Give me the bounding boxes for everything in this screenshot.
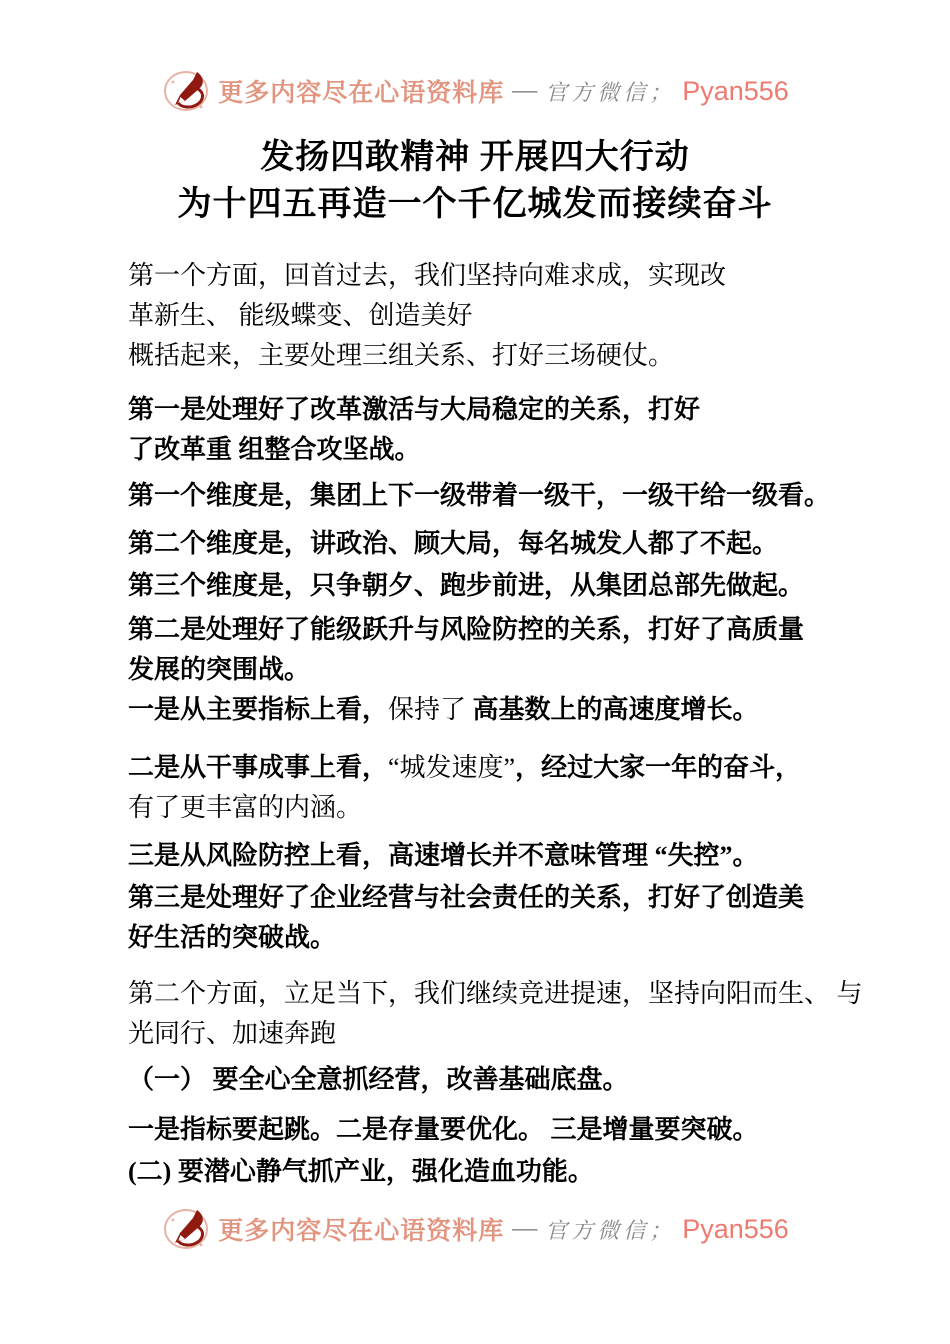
text-line bbox=[128, 524, 910, 564]
watermark-brand-text: 更多内容尽在心语资料库 bbox=[218, 1218, 505, 1245]
paragraph bbox=[128, 748, 910, 828]
text-line bbox=[128, 336, 910, 376]
text-segment: 三是从风险防控上看，高速增长并不意味管理 “失控”。 bbox=[128, 841, 759, 870]
paragraph bbox=[128, 1060, 910, 1100]
paragraph bbox=[128, 476, 910, 516]
text-line bbox=[128, 566, 910, 606]
watermark-dash: — bbox=[512, 77, 538, 104]
watermark-label-text: 官方微信； bbox=[545, 79, 676, 105]
text-segment: 革新生、 能级蝶变、创造美好 bbox=[128, 301, 473, 330]
text-line bbox=[128, 650, 910, 690]
text-line bbox=[128, 610, 910, 650]
text-segment: （一） 要全心全意抓经营，改善基础底盘。 bbox=[128, 1065, 629, 1094]
title-line-2: 为十四五再造一个千亿城发而接续奋斗 bbox=[177, 186, 773, 223]
text-segment: 第一个方面，回首过去，我们坚持向难求成，实现改 bbox=[128, 261, 727, 290]
paragraph bbox=[128, 878, 910, 958]
text-line bbox=[128, 918, 910, 958]
paragraph bbox=[128, 1110, 910, 1150]
text-segment: 光同行、加速奔跑 bbox=[128, 1019, 337, 1048]
text-segment: 第一个维度是，集团上下一级带着一级干，一级干给一级看。 bbox=[128, 481, 831, 510]
watermark-header bbox=[0, 0, 950, 114]
watermark-brand-text: 更多内容尽在心语资料库 bbox=[218, 80, 505, 107]
text-segment: 二是从干事成事上看， bbox=[128, 753, 389, 782]
paragraph bbox=[128, 610, 910, 690]
wechat-id: Pyan556 bbox=[682, 75, 789, 106]
title-line-1: 发扬四敢精神 开展四大行动 bbox=[260, 139, 690, 176]
text-segment: 第一是处理好了改革激活与大局稳定的关系，打好 bbox=[128, 395, 701, 424]
document-title bbox=[40, 134, 910, 228]
text-segment: “城发速度” bbox=[388, 753, 516, 782]
text-line bbox=[128, 390, 910, 430]
text-segment: 第三是处理好了企业经营与社会责任的关系，打好了创造美 bbox=[128, 883, 805, 912]
text-segment: 概括起来，主要处理三组关系、打好三场硬仗。 bbox=[128, 341, 675, 370]
document-body bbox=[128, 256, 910, 1192]
text-line bbox=[128, 1014, 910, 1054]
text-segment: 好生活的突破战。 bbox=[128, 923, 337, 952]
text-line bbox=[128, 1152, 910, 1192]
text-segment: 一是从主要指标上看， bbox=[128, 695, 389, 724]
text-segment: 第二个维度是，讲政治、顾大局，每名城发人都了不起。 bbox=[128, 529, 779, 558]
text-segment: 保持了 bbox=[388, 695, 467, 724]
text-segment: 第二个方面，立足当下，我们继续竞进提速，坚持向阳而生、 与 bbox=[128, 979, 863, 1008]
text-line bbox=[128, 476, 910, 516]
paragraph bbox=[128, 524, 910, 564]
paragraph bbox=[128, 566, 910, 606]
text-line bbox=[128, 296, 910, 336]
paragraph bbox=[128, 836, 910, 876]
watermark-label-text: 官方微信； bbox=[545, 1217, 676, 1243]
paragraph bbox=[128, 974, 910, 1054]
text-line bbox=[128, 1060, 910, 1100]
text-segment: 了改革重 组整合攻坚战。 bbox=[128, 435, 421, 464]
text-segment: 发展的突围战。 bbox=[128, 655, 311, 684]
text-line bbox=[128, 1110, 910, 1150]
paragraph bbox=[128, 390, 910, 470]
brand-pen-logo-icon bbox=[161, 1206, 211, 1252]
paragraph bbox=[128, 690, 910, 730]
paragraph bbox=[128, 1152, 910, 1192]
text-segment: 第三个维度是，只争朝夕、跑步前进，从集团总部先做起。 bbox=[128, 571, 805, 600]
text-segment: 第二是处理好了能级跃升与风险防控的关系，打好了高质量 bbox=[128, 615, 805, 644]
paragraph bbox=[128, 256, 910, 376]
text-segment: 有了更丰富的内涵。 bbox=[128, 793, 363, 822]
text-line bbox=[128, 748, 910, 788]
text-line bbox=[128, 430, 910, 470]
text-line bbox=[128, 788, 910, 828]
text-segment: 一是指标要起跳。二是存量要优化。 三是增量要突破。 bbox=[128, 1115, 759, 1144]
watermark-dash: — bbox=[512, 1215, 538, 1242]
text-line bbox=[128, 878, 910, 918]
brand-pen-logo-icon bbox=[161, 68, 211, 114]
text-line bbox=[128, 974, 910, 1014]
text-line bbox=[128, 836, 910, 876]
text-line bbox=[128, 690, 910, 730]
text-line bbox=[128, 256, 910, 296]
text-segment: (二) 要潜心静气抓产业，强化造血功能。 bbox=[128, 1157, 594, 1186]
text-segment: 高基数上的高速度增长。 bbox=[466, 695, 759, 724]
watermark-footer bbox=[0, 1206, 950, 1252]
wechat-id: Pyan556 bbox=[682, 1213, 789, 1244]
text-segment: ，经过大家一年的奋斗， bbox=[515, 753, 802, 782]
